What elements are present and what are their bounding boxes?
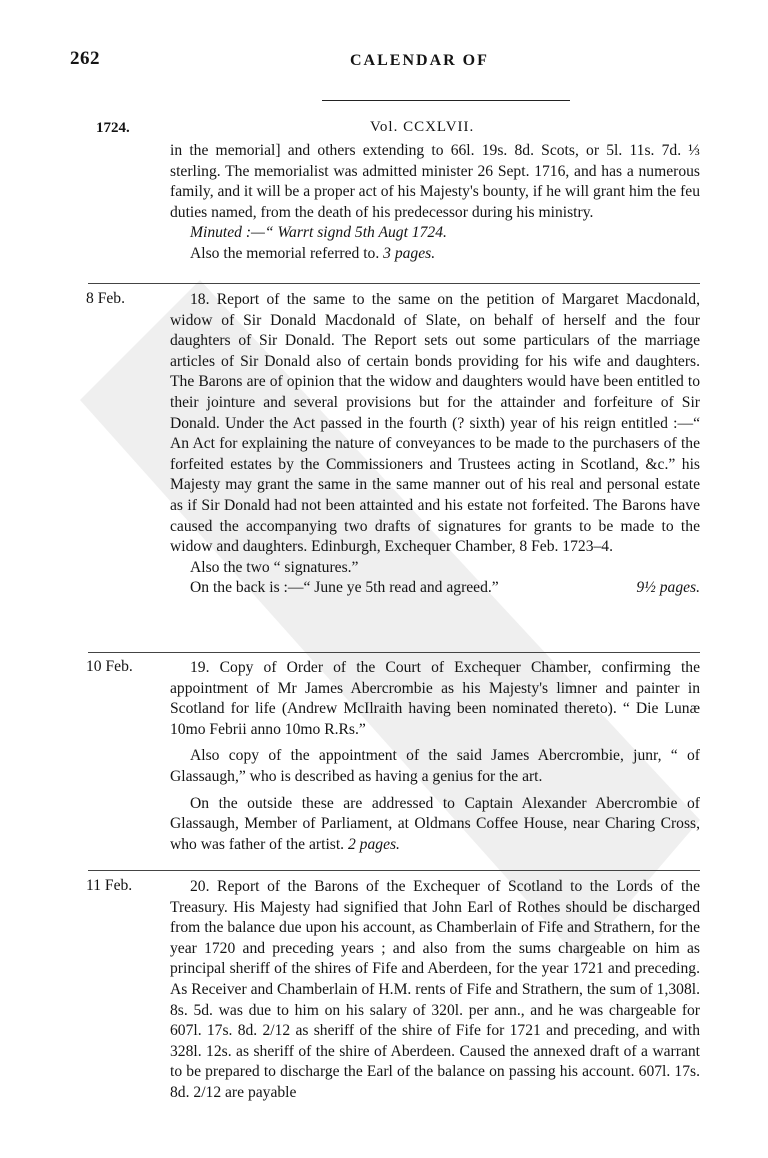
entry-20 (170, 877, 700, 1104)
divider (88, 652, 700, 653)
volume-label: Vol. CCXLVII. (370, 119, 475, 135)
memorial-line: Also the memorial referred to. 3 pages. (190, 244, 436, 262)
divider (88, 283, 700, 284)
entry-18 (170, 290, 700, 599)
header-rule (322, 100, 570, 101)
continuation-block (170, 141, 700, 265)
divider (88, 870, 700, 871)
entry-date: 11 Feb. (86, 877, 133, 894)
entry-text: 20. Report of the Barons of the Exchequer of Scotland to the Lords of the Treasury. His Majesty had signified that John Earl of Rothes should be discharged from the balance due upon his account, as Chamberlain of Fife and Strathern, for the year 1720 and preceding years ; and also from the sums chargeable on him as principal sheriff of the shires of Fife and Aberdeen, for the year 1721 and preceding. As Receiver and Chamberlain of H.M. rents of Fife and Strathern, the sum of 1,308l. 8s. 5d. was due to him on his salary of 320l. per ann., and he was chargeable for 607l. 17s. 8d. 2/12 as sheriff of the shire of Fife for 1721 and preceding, and with 328l. 12s. as sheriff of the shire of Aberdeen. Caused the annexed draft of a warrant to be prepared to discharge the Earl of the balance on passing his account. 607l. 17s. 8d. 2/12 are payable (170, 878, 700, 1101)
minuted-line: Minuted :—“ Warrt signd 5th Augt 1724. (190, 224, 447, 242)
entry-outside: On the outside these are addressed to Captain Alexander Abercrombie of Glassaugh, Member of Parliament, at Oldmans Coffee House, near Charing Cross, who was father of the artist. 2 pages. (170, 794, 700, 853)
running-head: CALENDAR OF (350, 52, 489, 69)
entry-date: 8 Feb. (86, 290, 125, 307)
entry-19 (170, 658, 700, 855)
entry-date: 10 Feb. (86, 658, 133, 675)
page-number: 262 (70, 48, 100, 69)
entry-back: On the back is :—“ June ye 5th read and agreed.” 9½ pages. (190, 579, 700, 597)
entry-text: 19. Copy of Order of the Court of Exchequer Chamber, confirming the appointment of Mr James Abercrombie as his Majesty's limner and painter in Scotland for life (Andrew McIlraith having been nominated thereto). “ Die Lunæ 10mo Febrii anno 10mo R.Rs.” (170, 659, 700, 738)
continuation-text: in the memorial] and others extending to 66l. 19s. 8d. Scots, or 5l. 11s. 7d. ⅓ sterling. The memorialist was admitted minister 26 Sept. 1716, and has a numerous family, and it will be a proper act of his Majesty's bounty, if he will grant him the feu duties named, from the death of his predecessor during his ministry. (170, 142, 700, 221)
entry-also: Also copy of the appointment of the said James Abercrombie, junr, “ of Glassaugh,” who is described as having a genius for the art. (170, 747, 700, 785)
year-label: 1724. (96, 120, 130, 136)
entry-text: 18. Report of the same to the same on the petition of Margaret Macdonald, widow of Sir Donald Macdonald of Slate, on behalf of herself and the four daughters of Sir Donald. The Report sets out some particulars of the marriage articles of Sir Donald also of certain bonds providing for his wife and daughters. The Barons are of opinion that the widow and daughters would have been entitled to their jointure and several provisions but for the attainder and forfeiture of Sir Donald. Under the Act passed in the fourth (? sixth) year of his reign entitled :—“ An Act for explaining the nature of conveyances to be made to the purchasers of the forfeited estates by the Commissioners and Trustees acting in Scotland, &c.” his Majesty may grant the same in the same manner out of his real and personal estate as if Sir Donald had not been attainted and his estate not forfeited. The Barons have caused the accompanying two drafts of signatures for grants to be made to the widow and daughters. Edinburgh, Exchequer Chamber, 8 Feb. 1723–4. (170, 291, 700, 556)
entry-also: Also the two “ signatures.” (190, 558, 359, 576)
